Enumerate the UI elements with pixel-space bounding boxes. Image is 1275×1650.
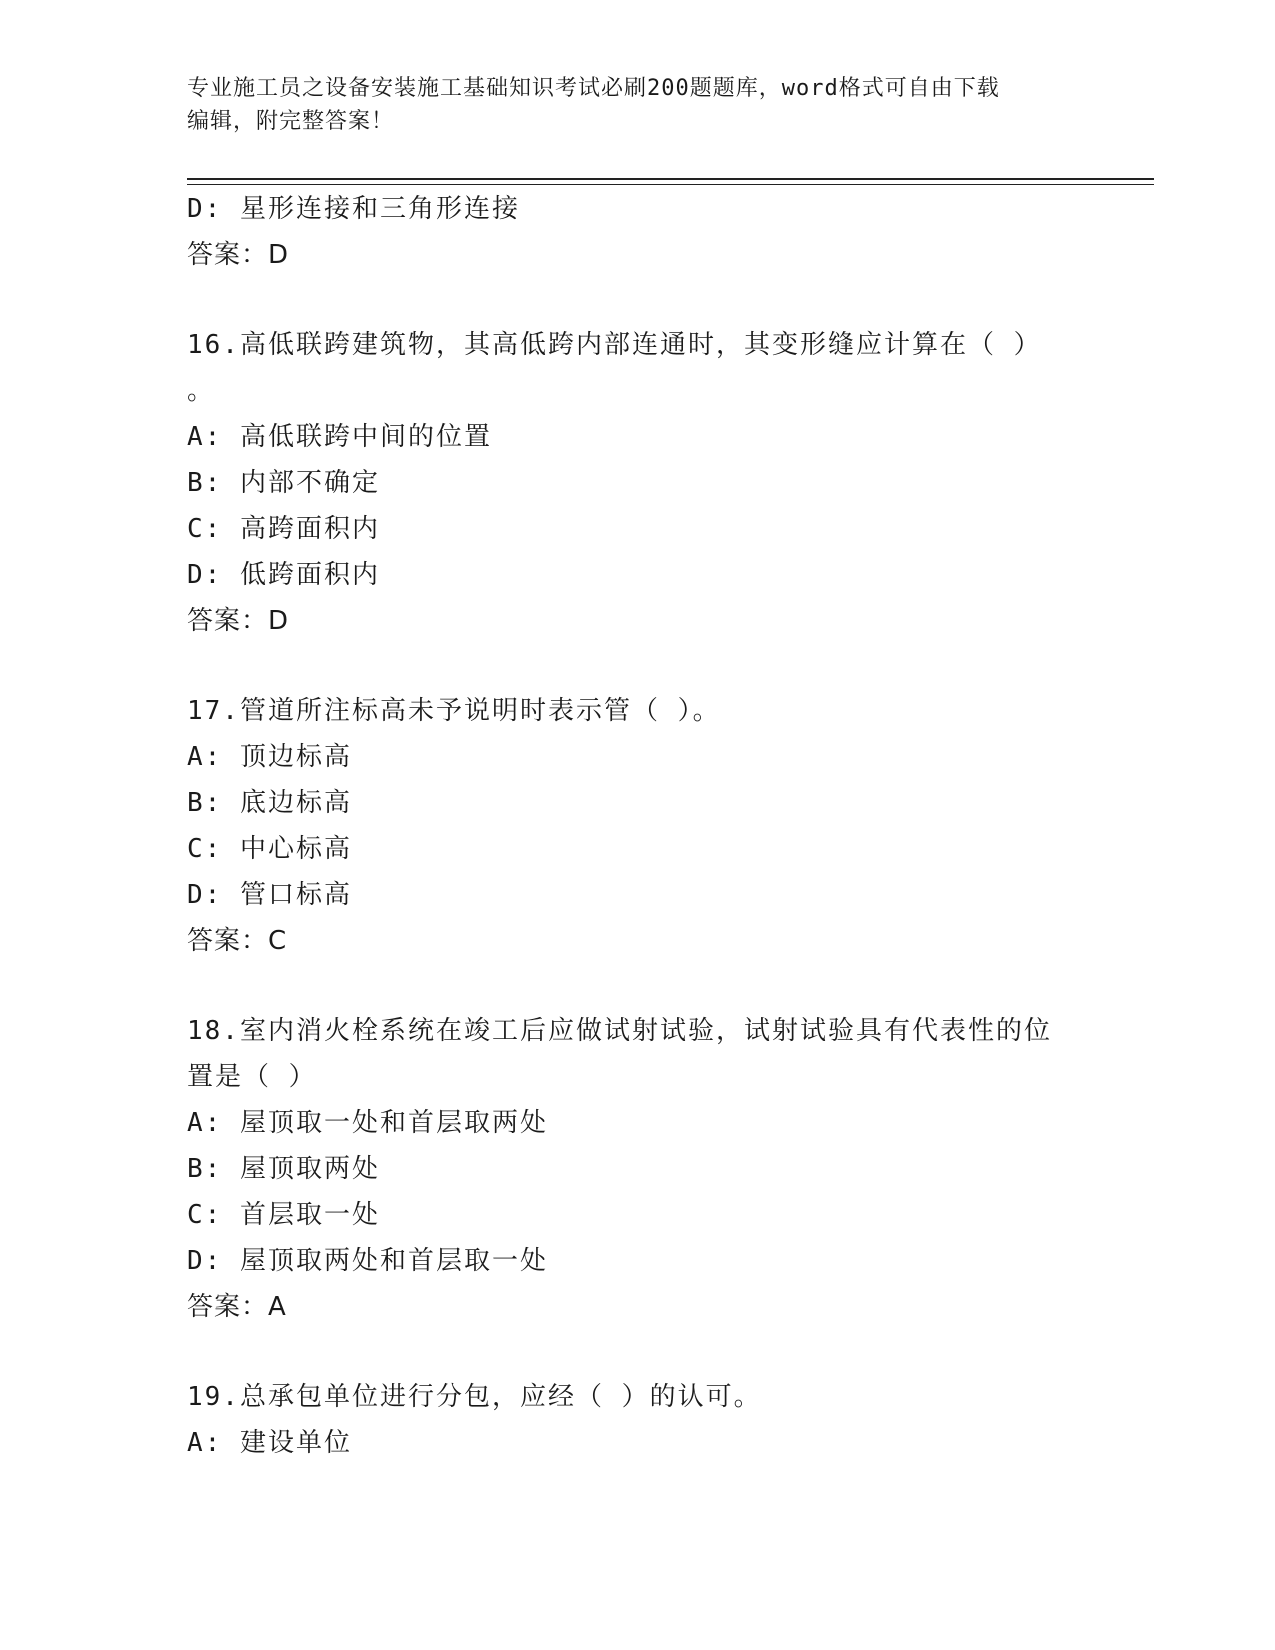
option-a: A: 屋顶取一处和首层取两处: [187, 1108, 548, 1138]
option-b: B: 屋顶取两处: [187, 1154, 380, 1184]
question-title-cont: 。: [187, 376, 216, 406]
answer: 答案：A: [187, 1292, 287, 1322]
question-title: 19.总承包单位进行分包，应经（ ）的认可。: [187, 1382, 762, 1412]
option-b: B: 内部不确定: [187, 468, 380, 498]
header-divider-thin: [187, 184, 1154, 185]
question-list: [187, 186, 1087, 1466]
answer: 答案：D: [187, 606, 290, 636]
header-line-2: 编辑，附完整答案！: [187, 109, 395, 134]
option-c: C: 首层取一处: [187, 1200, 380, 1230]
document-header: [187, 72, 1087, 138]
question-title: 18.室内消火栓系统在竣工后应做试射试验，试射试验具有代表性的位: [187, 1016, 1052, 1046]
option-c: C: 中心标高: [187, 834, 352, 864]
option-a: A: 高低联跨中间的位置: [187, 422, 492, 452]
header-divider-thick: [187, 178, 1154, 180]
question-18: [187, 1008, 1087, 1330]
option-a: A: 顶边标高: [187, 742, 352, 772]
option-d: D: 屋顶取两处和首层取一处: [187, 1246, 548, 1276]
option-b: B: 底边标高: [187, 788, 352, 818]
option-d: D: 管口标高: [187, 880, 352, 910]
question-title: 17.管道所注标高未予说明时表示管（ ）。: [187, 696, 721, 726]
option-d: D: 低跨面积内: [187, 560, 380, 590]
prev-answer: 答案：D: [187, 240, 290, 270]
question-title-cont: 置是（ ）: [187, 1062, 317, 1092]
question-19: [187, 1374, 1087, 1466]
prev-option-d: D: 星形连接和三角形连接: [187, 194, 520, 224]
answer: 答案：C: [187, 926, 288, 956]
question-title: 16.高低联跨建筑物，其高低跨内部连通时，其变形缝应计算在（ ）: [187, 330, 1042, 360]
option-a: A: 建设单位: [187, 1428, 352, 1458]
header-line-1: 专业施工员之设备安装施工基础知识考试必刷200题题库，word格式可自由下载: [187, 76, 1000, 101]
question-17: [187, 688, 1087, 964]
option-c: C: 高跨面积内: [187, 514, 380, 544]
question-16: [187, 322, 1087, 644]
